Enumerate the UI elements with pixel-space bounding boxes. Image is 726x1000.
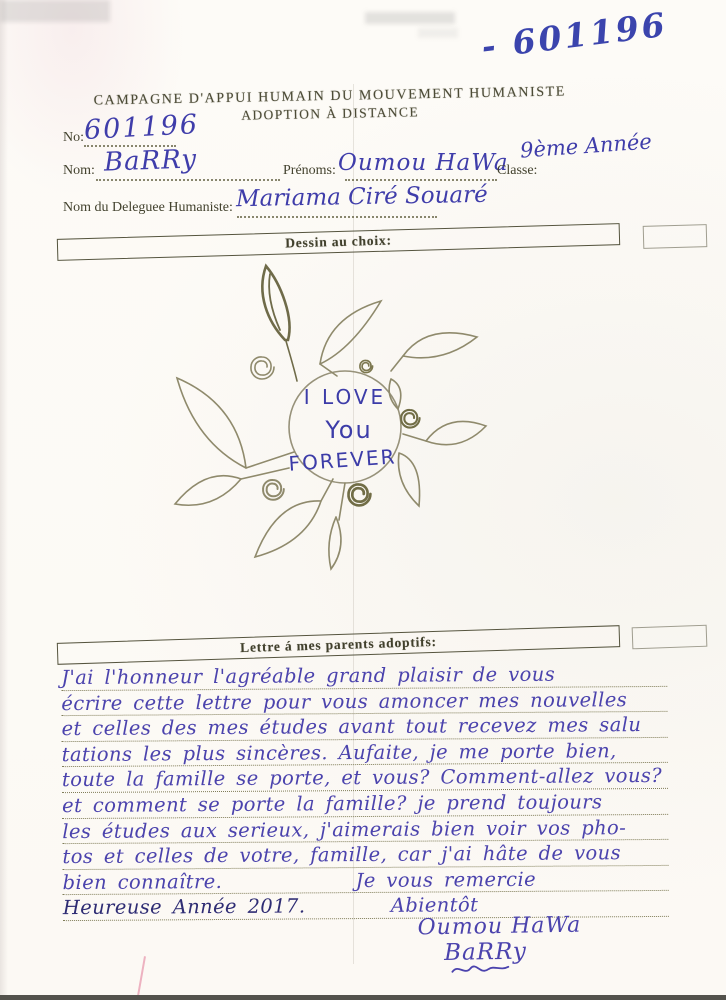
letter-line: les études aux serieux, j'aimerais bien voir vos pho- bbox=[62, 814, 668, 844]
drawing-text-line3: FOREVER bbox=[287, 444, 398, 476]
drawing-text-line1: I LOVE bbox=[303, 385, 387, 409]
drawing-stem bbox=[391, 356, 403, 371]
signature-name: Oumou HaWa bbox=[417, 912, 582, 941]
field-value-nom: BaRRy bbox=[103, 144, 198, 178]
letter-closing-right1: Je vous remercie bbox=[355, 867, 537, 892]
scan-bottom-edge bbox=[0, 995, 726, 1000]
drawing-stem bbox=[246, 452, 294, 468]
letter-closing-left2: Heureuse Année 2017. bbox=[62, 894, 306, 920]
field-value-no: 601196 bbox=[83, 109, 200, 146]
drawing-leaf bbox=[403, 333, 477, 358]
handwritten-letter bbox=[61, 661, 669, 921]
drawing-leaf bbox=[426, 421, 486, 444]
field-value-classe: 9ème Année bbox=[519, 129, 653, 163]
letter-closing-right2: Abientôt bbox=[390, 893, 479, 918]
drawing-stem bbox=[339, 483, 345, 520]
field-value-prenoms: Oumou HaWa bbox=[338, 150, 509, 176]
scan-left-edge-shadow bbox=[0, 0, 8, 1000]
drawing-leaf bbox=[255, 501, 321, 557]
drawing-stem bbox=[403, 434, 426, 441]
signature-surname: BaRRy bbox=[443, 938, 528, 966]
form-title-line1: CAMPAGNE D'APPUI HUMAIN DU MOUVEMENT HUMANISTE bbox=[93, 84, 567, 109]
section-header-lettre bbox=[57, 625, 620, 665]
section-header-lettre-label: Lettre á mes parents adoptifs: bbox=[239, 633, 438, 656]
field-value-delegue: Mariama Ciré Souaré bbox=[235, 181, 488, 213]
flower-drawing bbox=[140, 250, 520, 580]
letter-line: et celles des mes études avant tout recevez mes salu bbox=[61, 712, 667, 742]
drawing-stem bbox=[321, 479, 333, 501]
dotted-line bbox=[345, 178, 497, 181]
field-label-nom: Nom: bbox=[63, 163, 95, 178]
letter-line: tations les plus sincères. Aufaite, je me porte bien, bbox=[62, 738, 668, 768]
letter-line: écrire cette lettre pour vous amoncer mes nouvelles bbox=[61, 686, 667, 716]
scan-smudge bbox=[418, 28, 458, 38]
signature-block bbox=[417, 913, 582, 985]
scan-smudge bbox=[0, 0, 110, 22]
drawing-stem bbox=[241, 468, 289, 479]
letter-line: tos et celles de votre, famille, car j'ai hâte de vous bbox=[62, 840, 668, 870]
letter-line: et comment se porte la famille? je prend toujours bbox=[62, 789, 668, 819]
field-label-no: No: bbox=[63, 130, 84, 145]
drawing-leaf bbox=[177, 378, 246, 468]
corner-reference-number: - 601196 bbox=[479, 4, 670, 67]
field-label-delegue: Nom du Deleguee Humaniste: bbox=[63, 200, 233, 215]
drawing-text-line2: You bbox=[325, 416, 373, 444]
letter-closing-left1: bien connaître. bbox=[62, 869, 223, 894]
scan-smudge bbox=[365, 12, 455, 24]
scan-ghost-box bbox=[643, 224, 708, 249]
field-label-prenoms: Prénoms: bbox=[283, 163, 336, 178]
dotted-line bbox=[237, 215, 437, 218]
letter-line: J'ai l'honneur l'agréable grand plaisir de vous bbox=[61, 661, 667, 691]
form-title-line2: ADOPTION À DISTANCE bbox=[241, 104, 420, 123]
drawing-leaf bbox=[320, 301, 381, 364]
drawing-leaf bbox=[398, 453, 419, 506]
letter-line: toute la famille se porte, et vous? Comment-allez vous? bbox=[62, 763, 668, 793]
field-label-classe: Classe: bbox=[497, 163, 538, 178]
dotted-line bbox=[96, 178, 280, 181]
drawing-center-text bbox=[288, 385, 397, 476]
scan-ghost-box bbox=[632, 625, 708, 650]
signature-flourish bbox=[450, 962, 514, 979]
drawing-leaf bbox=[175, 476, 241, 506]
drawing-bud bbox=[262, 266, 297, 381]
section-header-dessin-label: Dessin au choix: bbox=[285, 232, 392, 251]
scan-pink-mark bbox=[136, 956, 146, 1000]
drawing-leaf bbox=[329, 517, 341, 569]
